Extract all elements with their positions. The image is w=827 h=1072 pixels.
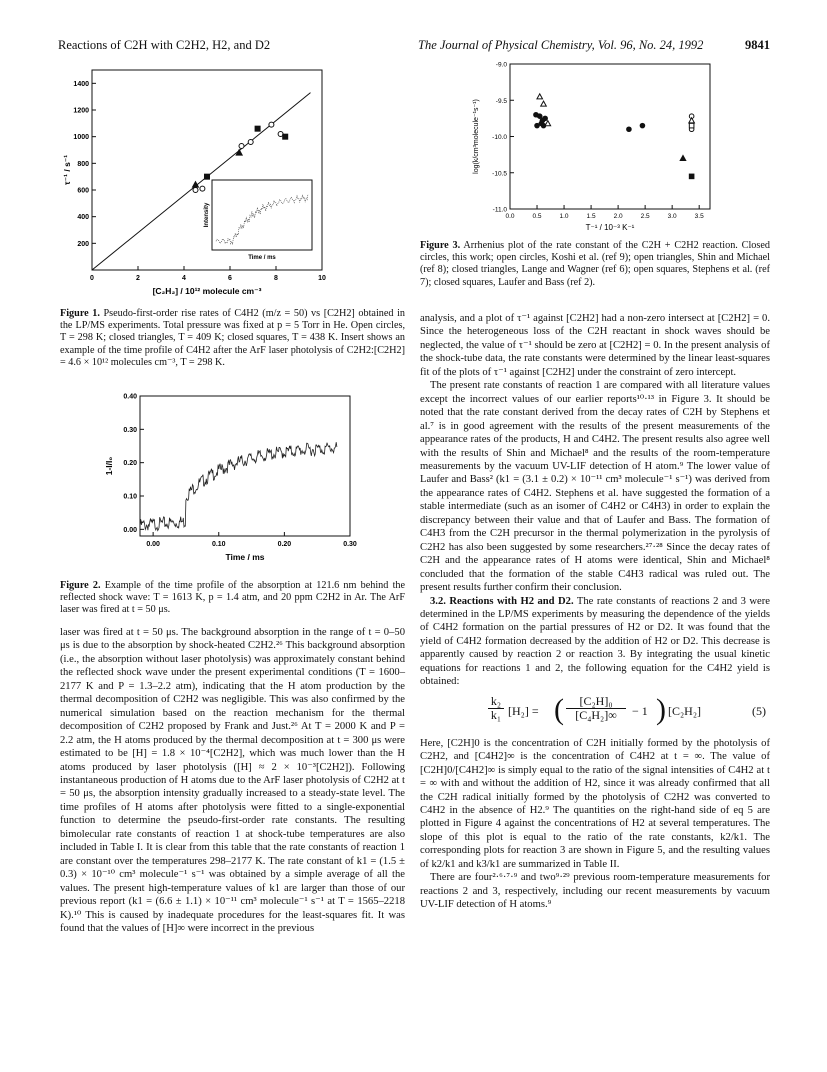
equation-5 (420, 693, 770, 733)
y-tick-label: 200 (77, 240, 89, 248)
data-point-open-triangle (537, 94, 543, 99)
y-tick-label: 1400 (73, 80, 89, 88)
y-tick-label: -11.0 (492, 206, 507, 214)
right-column (420, 312, 770, 912)
y-axis-label: log(k/cm³molecule⁻¹s⁻¹) (473, 99, 480, 174)
eq-lparen: ( (554, 692, 564, 726)
x-tick-label: 1.5 (586, 213, 596, 220)
x-tick-label: 4 (182, 275, 186, 282)
right-paragraph-5: There are four²·⁶·⁷·⁹ and two⁹·²⁹ previous room-temperature measurements for reactions 2 and 3, respectively, including our recent measurements by vacuum UV-LIF detection of H atoms.⁹ (420, 872, 770, 911)
figure2-caption (60, 580, 405, 617)
y-axis-label: τ⁻¹ / s⁻¹ (62, 154, 72, 186)
inset-frame (212, 180, 312, 250)
figure1-plot (60, 62, 360, 307)
eq-minus-one: − 1 (632, 703, 648, 718)
data-point-closed-circle (543, 116, 548, 121)
eq-rparen: ) (656, 692, 666, 726)
y-tick-label: -9.0 (495, 61, 507, 69)
data-point-open-circle (200, 186, 205, 191)
eq-number: (5) (752, 703, 766, 718)
y-tick-label: 0.20 (123, 460, 137, 468)
y-tick-label: 600 (77, 187, 89, 195)
x-tick-label: 0.10 (211, 541, 226, 548)
right-paragraph-4: Here, [C2H]0 is the concentration of C2H initially formed by the photolysis of C2H2, and [C4H2]∞ is the concentration of C4H2 at t = ∞. The value of [C2H]0/[C4H2]∞ is simply equal to the ratio of the signal intensities of C4H2 at t = ∞ with and without the addition of H2, since it was already confirmed that all the C2H radical initially formed by the photolysis of C2H2 was converted to C4H2 in the absence of H2.⁹ The quantities on the right-hand side of eq 5 are plotted in Figure 4 against the concentrations of H2 at several temperatures. The slope of this plot is equal to the ratio of the rate constants, k2/k1. The corresponding plots for reaction 3 are shown in Figure 5, and the resulting values of k2/k1 and k3/k1 are summarized in Table II. (420, 737, 770, 870)
y-tick-label: -10.5 (492, 170, 507, 178)
section-heading: 3.2. Reactions with H2 and D2. (430, 595, 574, 607)
x-tick-label: 6 (228, 275, 232, 282)
x-tick-label: 8 (274, 275, 278, 282)
x-tick-label: 10 (318, 275, 326, 282)
y-tick-label: 0.40 (123, 393, 137, 401)
data-point-open-circle (239, 144, 244, 149)
x-tick-label: 3.0 (667, 213, 677, 220)
left-column (60, 626, 405, 935)
x-axis-label: Time / ms (225, 552, 265, 562)
eq-ratio (488, 695, 504, 723)
x-tick-label: 0.20 (277, 541, 292, 548)
eq-frac-den: [C₄H₂]∞ (566, 708, 626, 722)
right-paragraph-3-text: The rate constants of reactions 2 and 3 were determined in the LP/MS experiments by measuring the dependence of the yields of C4H2 formation on the partial pressures of H2 or D2. It was found that the yield of C4H2 formation decreased by the addition of H2 or D2. This decrease is apparently caused by reaction 2 or reaction 3. By integrating the usual kinetic equations for reactions 1 and 2, the following equation for the C4H2 yield is obtained: (420, 595, 770, 688)
running-header: Reactions of C2H with C2H2, H2, and D2 (58, 38, 271, 52)
plot-frame (510, 64, 710, 209)
figure2-caption-text: Example of the time profile of the absorption at 121.6 nm behind the reflected shock wave: T = 1613 K, p = 1.4 atm, and 20 ppm C2H2 in Ar. The ArF laser was fired at t = 50 μs. (60, 580, 406, 616)
figure3-caption-label: Figure 3. (420, 240, 461, 251)
journal-header (418, 38, 770, 53)
data-point-open-triangle (689, 118, 695, 123)
data-point-closed-circle (640, 123, 645, 128)
y-tick-label: 1200 (73, 107, 89, 115)
y-tick-label: -10.0 (492, 134, 507, 141)
x-tick-label: 0.00 (146, 541, 160, 548)
y-tick-label: 0.30 (123, 426, 137, 434)
inset-y-label: Intensity (204, 202, 210, 228)
y-tick-label: 1000 (73, 134, 89, 142)
plot-frame (140, 396, 350, 536)
x-axis-label: [C₂H₂] / 10¹² molecule cm⁻³ (152, 286, 262, 296)
data-point-closed-circle (537, 114, 542, 119)
data-point-closed-square (205, 174, 210, 179)
figure1-caption-text: Pseudo-first-order rise rates of C4H2 (m/z = 50) vs [C2H2] obtained in the LP/MS experiments. Total pressure was fixed at p = 5 Torr in He. Open circles, T = 298 K; closed triangles, T = 409 K; closed squares, T = 438 K. Insert shows an example of the time profile of C4H2 after the ArF laser photolysis of C2H2:[C2H2] = 4.6 × 10¹² molecules cm⁻³, T = 298 K. (60, 308, 405, 368)
figure2-plot (100, 392, 380, 572)
data-point-open-square (689, 123, 694, 128)
data-point-closed-square (689, 174, 694, 179)
x-tick-label: 3.5 (694, 213, 704, 220)
page-number: 9841 (745, 38, 770, 52)
y-tick-label: 800 (77, 160, 89, 168)
right-paragraph-1: analysis, and a plot of τ⁻¹ against [C2H2] had a non-zero intersect at [C2H2] = 0. Since the heterogeneous loss of the C2H reactant in shock waves should be neglected, the value of τ⁻¹ should be zero at [C2H2] = 0. In the present analysis of the shock-tube data, the rate constants were determined by the linear least-squares fit of the plots of τ⁻¹ against [C2H2] under the constraint of zero intercept. (420, 313, 770, 378)
right-paragraph-3 (420, 595, 770, 689)
x-tick-label: 0.0 (505, 213, 515, 220)
data-point-open-triangle (545, 121, 551, 126)
y-tick-label: 0.10 (123, 493, 137, 501)
eq-h2: [H₂] = (508, 703, 539, 718)
x-axis-label: T⁻¹ / 10⁻³ K⁻¹ (585, 223, 635, 232)
data-point-closed-triangle (680, 155, 686, 160)
right-paragraph-2: The present rate constants of reaction 1 are compared with all literature values except the incorrect values of our earlier reports¹⁰·¹³ in Figure 3. It should be noted that the rate constant derived from the decay rates of C2H by Stephens et al.⁷ is in good agreement with the results of the present measurements of the appearance rates of the products, H and C4H2. The present results also agree well with the results of Shin and Michael⁸ and the results of the room-temperature measurements by the vacuum UV-LIF detection of H atom.⁹ The lower value of Laufer and Bass² (k1 = (3.1 ± 0.2) × 10⁻¹¹ cm³ molecule⁻¹ s⁻¹) was derived from the appearance rates of C4H2. Stephens et al. have suggested the formation of a stable intermediate (such as an isomer of C4H2 or C4H3) in order to explain the discrepancy between their value and that of Laufer and Bass. The formation of C4H3 from the C2H precursor in the thermal polymerization in the pyrolysis of C2H2 has also been suggested by some researchers.²⁷·²⁸ Since the decay rates of C2H and the appearance rates of H atoms were identical, Shin and Michael⁸ concluded that the formation of the stable C4H3 radical was ruled out. The present results further confirm their conclusion. (420, 380, 770, 594)
x-tick-label: 2.0 (613, 213, 623, 220)
data-point-closed-square (255, 126, 260, 131)
data-point-closed-circle (627, 127, 632, 132)
eq-ratio-num: k₂ (490, 693, 502, 708)
x-tick-label: 0 (90, 275, 94, 282)
eq-rhs: [C₂H₂] (668, 703, 702, 718)
figure3-caption (420, 240, 770, 289)
eq-frac (566, 695, 626, 723)
x-tick-label: 1.0 (559, 213, 569, 220)
left-paragraph: laser was fired at t = 50 μs. The background absorption in the range of t = 0–50 μs is due to the absorption by shock-heated C2H2.²⁶ This background absorption (i.e., the absorption without laser photolysis) was approximately constant behind the reflected shock wave under the present experimental conditions (T = 1600–2177 K and P = 1.3–2.2 atm), indicating that the H atom production by the thermal decomposition of C2H2 was negligible. This was also confirmed by the numerical simulation based on the reaction mechanism for the thermal decomposition of C2H2 proposed by Frank and Just.²⁶ At T = 2000 K and P = 2.2 atm, the H atoms produced by the thermal decomposition at t = 300 μs were estimated to be [H] = 1.8 × 10⁻⁴[C2H2], which was much lower than the H atoms produced by laser photolysis ([H] ≈ 2 × 10⁻³[C2H2]). Following instantaneous production of H atoms due to the ArF laser photolysis of C2H2 at t = 50 μs, the absorption intensity gradually increased to a steady-state level. The time profiles of H atoms after photolysis were fitted to a single-exponential function to determine the pseudo-first-order rate constants. The resulting bimolecular rate constants of reaction 1 at shock-tube temperatures are also included in Table I. It is clear from this table that the rate constants of reaction 1 are constant over the temperatures 298–2177 K. The rate constant of k1 = (1.5 ± 0.3) × 10⁻¹⁰ cm³ molecule⁻¹ s⁻¹ was obtained by a simple average of all the values. The present high-temperature values of k1 are larger than those of our previous report (k1 = (6.6 ± 1.1) × 10⁻¹¹ cm³ molecule⁻¹ s⁻¹ at T = 1565–2218 K).¹⁰ This is caused by inadequate procedures for the least-squares fit. It was found that the values of [H]∞ were incorrect in the previous (60, 627, 405, 934)
data-point-open-circle (248, 140, 253, 145)
figure1-caption (60, 308, 405, 369)
x-tick-label: 2.5 (640, 213, 650, 220)
data-point-closed-square (283, 134, 288, 139)
y-tick-label: -9.5 (495, 97, 507, 105)
x-tick-label: 2 (136, 275, 140, 282)
y-axis-label: 1-I/I₀ (104, 456, 114, 476)
figure1-caption-label: Figure 1. (60, 308, 100, 319)
data-point-open-circle (269, 122, 274, 127)
y-tick-label: 400 (77, 214, 89, 222)
figure3-plot (440, 60, 730, 235)
eq-frac-num: [C₂H]₀ (579, 693, 613, 708)
y-tick-label: 0.00 (123, 526, 137, 534)
data-point-open-circle (193, 188, 198, 193)
eq-ratio-den: k₁ (488, 708, 504, 722)
data-point-open-triangle (541, 101, 547, 106)
x-tick-label: 0.30 (343, 541, 357, 548)
x-tick-label: 0.5 (532, 213, 542, 220)
inset-x-label: Time / ms (248, 255, 276, 261)
figure3-caption-text: Arrhenius plot of the rate constant of the C2H + C2H2 reaction. Closed circles, this work; open circles, Koshi et al. (ref 9); open triangles, Shin and Michael (ref 8); closed triangles, Lange and Wagner (ref 6); open squares, Stephens et al. (ref 7); closed squares, Laufer and Bass (ref 2). (420, 240, 770, 288)
journal-citation: The Journal of Physical Chemistry, Vol. 96, No. 24, 1992 (418, 38, 704, 52)
figure2-caption-label: Figure 2. (60, 580, 101, 591)
absorption-trace (140, 442, 337, 530)
